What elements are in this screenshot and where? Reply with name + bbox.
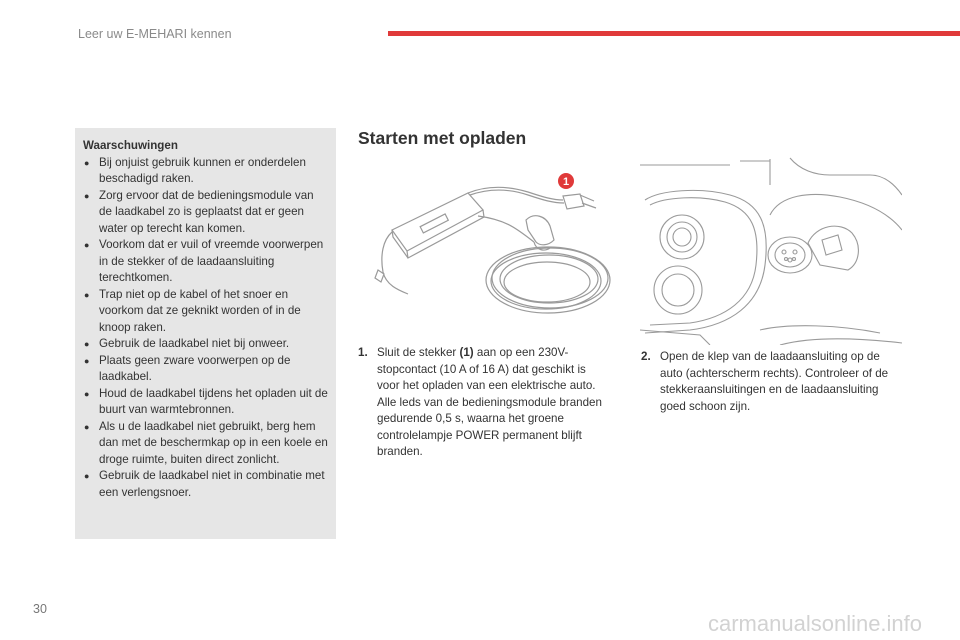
warning-item: ● Gebruik de laadkabel niet in combinatie met een verlengsnoer. [83, 468, 329, 501]
step-2-number: 2. [641, 350, 651, 363]
step-2 [641, 349, 903, 415]
warning-item: ● Voorkom dat er vuil of vreemde voorwerpen in de stekker of de laadaansluiting terechtkomen. [83, 237, 329, 287]
step-1-number: 1. [358, 346, 368, 359]
warning-box [75, 128, 336, 539]
charging-port-illustration [640, 155, 902, 345]
running-header: Leer uw E-MEHARI kennen [78, 27, 232, 41]
warning-item: ● Als u de laadkabel niet gebruikt, berg hem dan met de beschermkap op in een koele en droge ruimte, buiten direct zonlicht. [83, 419, 329, 469]
step-1 [358, 345, 608, 461]
watermark: carmanualsonline.info [708, 611, 923, 636]
step-1-text [377, 345, 608, 461]
warning-item: ● Bij onjuist gebruik kunnen er onderdelen beschadigd raken. [83, 155, 329, 188]
warning-item: ● Zorg ervoor dat de bedieningsmodule van de laadkabel zo is geplaatst dat er geen water op terecht kan komen. [83, 188, 329, 238]
step-1-text-start: Sluit de stekker [377, 346, 460, 359]
warning-item: ● Gebruik de laadkabel niet bij onweer. [83, 336, 329, 353]
warning-item: ● Plaats geen zware voorwerpen op de laadkabel. [83, 353, 329, 386]
header-accent-bar [388, 31, 960, 36]
step-1-text-rest: aan op een 230V-stopcontact (10 A of 16 A) dat geschikt is voor het opladen van een elektrische auto. Alle leds van de bedieningsmodule branden gedurende 0,5 s, waarna het groene controlelampje POWER permanent blijft branden. [377, 346, 602, 458]
warning-title: Waarschuwingen [83, 139, 178, 152]
charging-cable-drawing [358, 160, 613, 340]
charging-port-drawing [640, 155, 902, 345]
page-number: 30 [33, 602, 47, 616]
warning-list [83, 155, 329, 502]
step-1-reference: (1) [459, 346, 474, 359]
callout-number: 1 [562, 176, 570, 188]
section-title: Starten met opladen [358, 128, 527, 148]
warning-item: ● Houd de laadkabel tijdens het opladen uit de buurt van warmtebronnen. [83, 386, 329, 419]
warning-item: ● Trap niet op de kabel of het snoer en voorkom dat ze geknikt worden of in de knoop raken. [83, 287, 329, 337]
step-2-text: Open de klep van de laadaansluiting op de auto (achterscherm rechts). Controleer of de stekkeraansluitingen en de laadaansluiting goed schoon zijn. [660, 350, 889, 413]
charging-cable-illustration [358, 160, 613, 340]
